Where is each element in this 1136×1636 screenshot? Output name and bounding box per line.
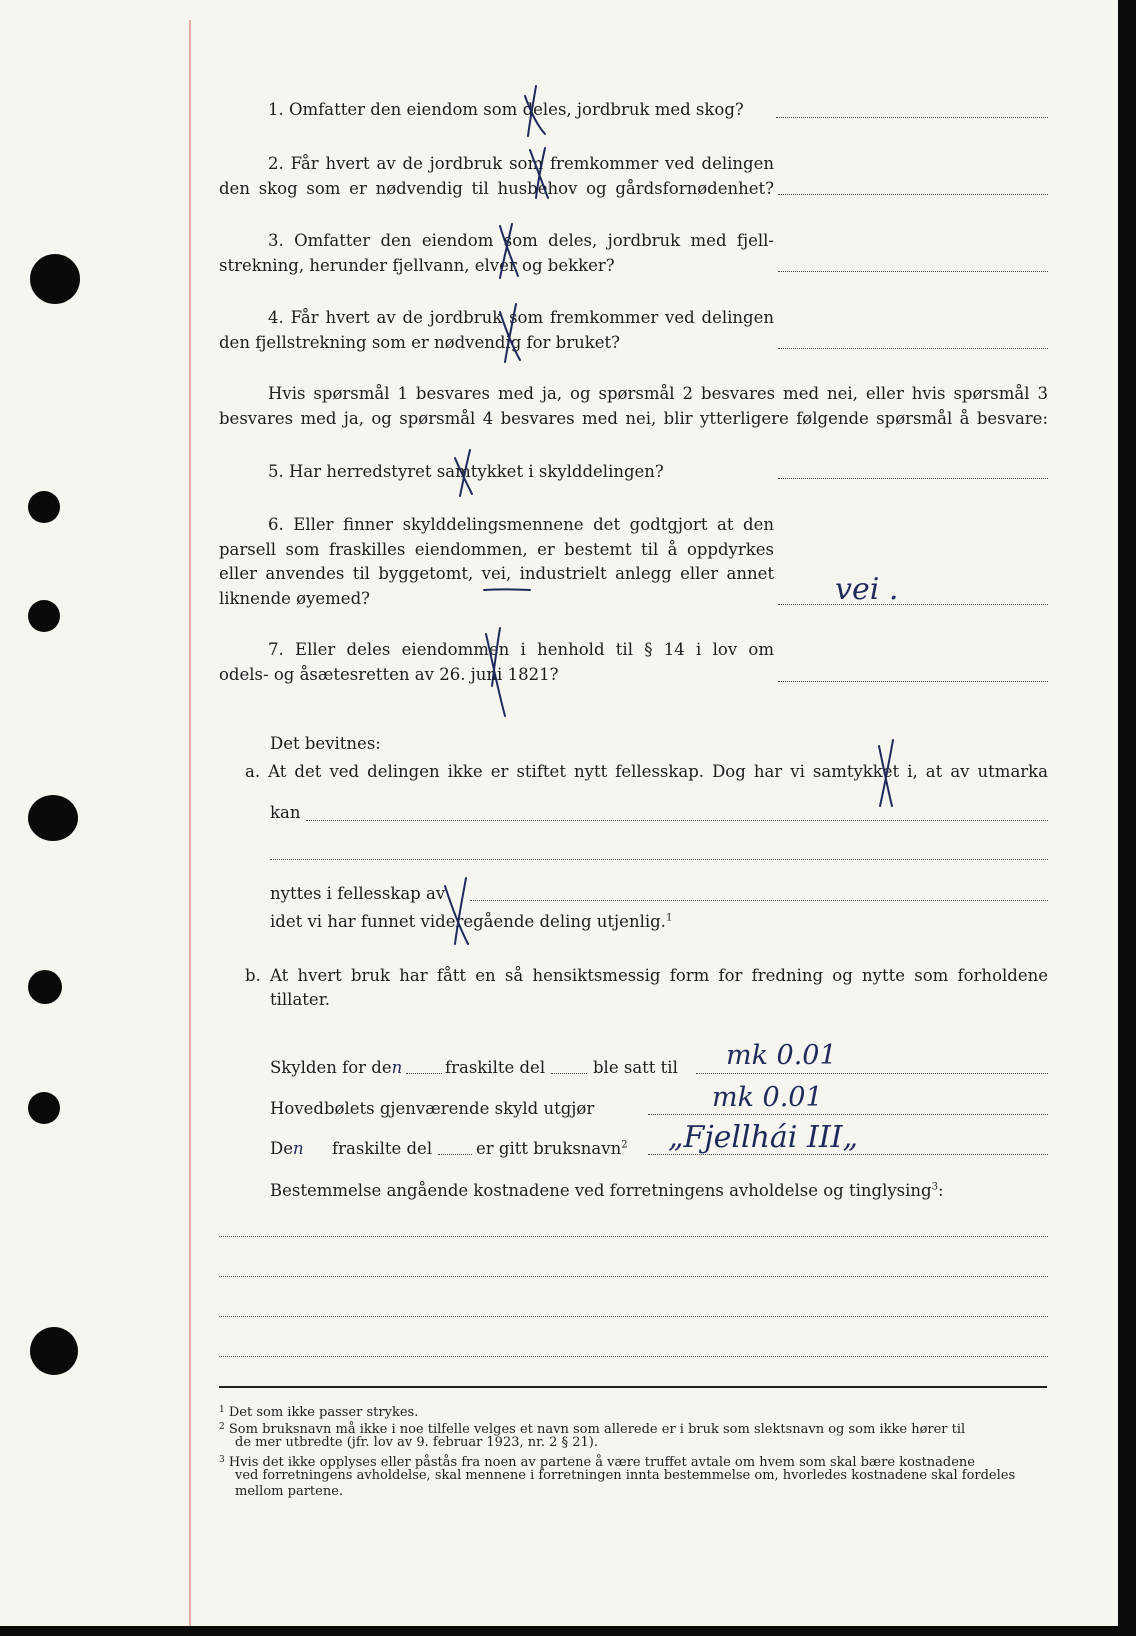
bevitnes-idet-text: idet vi har funnet videregående deling utjenlig. [270, 912, 666, 931]
question-3-line-1: 3. Omfatter den eiendom som deles, jordbruk med fjell- [268, 231, 774, 250]
question-7-line-2: odels- og åsætesretten av 26. juni 1821? [219, 665, 559, 684]
question-6-line-4: liknende øyemed? [219, 589, 370, 608]
strike-mark [525, 86, 545, 136]
skyld-line-1-b: fraskilte del [445, 1058, 546, 1077]
footnote-ref-1: 1 [665, 912, 673, 924]
question-6-line-2: parsell som fraskilles eiendommen, er bestemt til å oppdyrkes [219, 540, 774, 559]
strike-mark [500, 304, 520, 362]
bevitnes-nyttes: nyttes i fellesskap av [270, 884, 446, 903]
condition-line-1: Hvis spørsmål 1 besvares med ja, og spørsmål 2 besvares med nei, eller hvis spørsmål 3 [268, 384, 1048, 403]
question-3-line-2: strekning, herunder fjellvann, elver og bekker? [219, 256, 615, 275]
skyld-line-1-n: n [391, 1058, 403, 1077]
skyld-line-3-n: n [293, 1139, 304, 1158]
bevitnes-a-line-1: a. At det ved delingen ikke er stiftet nytt fellesskap. Dog har vi samtykket i, at av utmarka [245, 762, 1048, 781]
skyld-value-1-handwriting: mk 0.01 [726, 1040, 837, 1071]
footnote-2: $^2$ Som bruksnavn må ikke i noe tilfelle velges et navn som allerede er i bruk som slektsnavn og som ikke hører til [219, 1422, 966, 1437]
strike-mark [530, 148, 548, 198]
bruksnavn-handwriting: „Fjellhái III„ [668, 1120, 859, 1155]
footnote-1: $^1$ Det som ikke passer strykes. [219, 1405, 419, 1420]
footnote-3: $^3$ Hvis det ikke opplyses eller påstås fra noen av partene å være truffet avtale om hvem som skal bære kostnadene [219, 1455, 975, 1470]
skyld-line-1-c: ble satt til [593, 1058, 678, 1077]
skyld-line-2: Hovedbølets gjenværende skyld utgjør [270, 1099, 595, 1118]
question-1: 1. Omfatter den eiendom som deles, jordbruk med skog? [268, 100, 744, 119]
strike-mark [455, 450, 472, 496]
underline-mark [484, 589, 530, 590]
skyld-line-1-a: Skylden for den [270, 1058, 403, 1077]
skyld-line-3-c: er gitt bruksnavn$^2$ [476, 1139, 628, 1158]
footnote-ref-2: 2 [621, 1139, 628, 1151]
bevitnes-b-line-1: b. At hvert bruk har fått en så hensiktsmessig form for fredning og nytte som forholdene [245, 966, 1048, 985]
skyld-value-2-handwriting: mk 0.01 [712, 1082, 823, 1113]
question-2-line-1: 2. Får hvert av de jordbruk som fremkommer ved delingen [268, 154, 774, 173]
question-6-line-3: eller anvendes til byggetomt, vei, industrielt anlegg eller annet [219, 564, 774, 583]
skyld-line-4: Bestemmelse angående kostnadene ved forretningens avholdelse og tinglysing$^3$: [270, 1181, 944, 1200]
strike-mark [500, 224, 518, 278]
skyld-line-3-a: Den [270, 1139, 304, 1158]
strike-mark [879, 740, 893, 806]
condition-line-2: besvares med ja, og spørsmål 4 besvares med nei, blir ytterligere følgende spørsmål å besvare: [219, 409, 1048, 428]
footnote-3-cont-2: mellom partene. [235, 1484, 344, 1499]
question-5: 5. Har herredstyret samtykket i skylddelingen? [268, 462, 664, 481]
bevitnes-heading: Det bevitnes: [270, 734, 381, 753]
skyld-line-3-b: fraskilte del [332, 1139, 433, 1158]
footnote-ref-3: 3 [931, 1181, 938, 1193]
question-4-line-2: den fjellstrekning som er nødvendig for bruket? [219, 333, 620, 352]
bevitnes-kan: kan [270, 803, 301, 822]
strike-mark [486, 628, 505, 716]
bevitnes-b-line-2: tillater. [270, 990, 331, 1009]
strike-mark [445, 878, 468, 944]
question-7-line-1: 7. Eller deles eiendommen i henhold til § 14 i lov om [268, 640, 774, 659]
answer-6-handwriting: vei . [835, 572, 899, 607]
question-4-line-1: 4. Får hvert av de jordbruk som fremkommer ved delingen [268, 308, 774, 327]
footnote-3-cont-1: ved forretningens avholdelse, skal mennene i forretningen innta bestemmelse om, hvorledes kostnadene skal fordeles [235, 1468, 1016, 1483]
question-6-line-1: 6. Eller finner skylddelingsmennene det godtgjort at den [268, 515, 774, 534]
footnote-2-cont: de mer utbredte (jfr. lov av 9. februar 1923, nr. 2 § 21). [235, 1435, 598, 1450]
question-2-line-2: den skog som er nødvendig til husbehov og gårdsfornødenhet? [219, 179, 774, 198]
